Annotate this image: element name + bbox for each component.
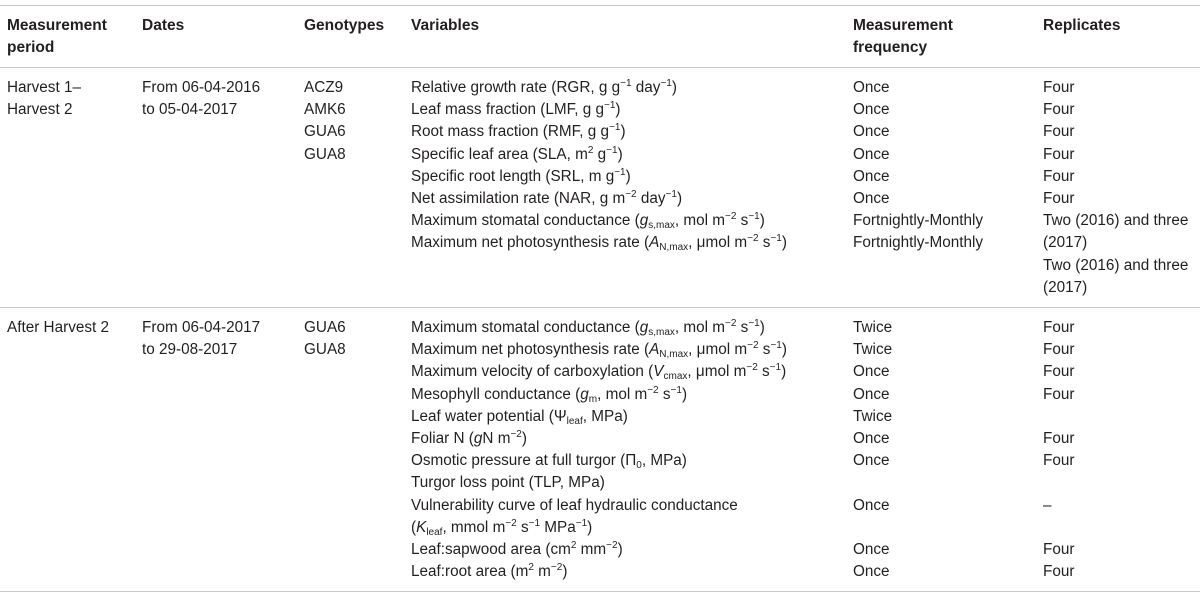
variable-psi-leaf: Leaf water potential ($\Psi_{leaf}$, MPa) (411, 407, 628, 427)
header-variables: Variables (411, 17, 480, 34)
variable-gm: Mesophyll conductance ($g_m$, mol $m^{-2}$ $s^{-1}$) (411, 384, 688, 405)
frequency: Once (853, 123, 890, 141)
replicates: Four (1043, 145, 1075, 163)
dates-text: From 06-04-2017 (142, 319, 261, 336)
section1-replicates (1043, 77, 1188, 299)
replicates: Four (1043, 540, 1075, 558)
variable-tlp: Turgor loss point (TLP, MPa) (411, 474, 605, 492)
frequency: Once (853, 496, 890, 514)
frequency: Once (853, 79, 890, 96)
header-text: Measurement (7, 17, 107, 34)
frequency: Fortnightly-Monthly (853, 212, 984, 230)
table-bottom-rule (0, 591, 1200, 592)
header-measurement-frequency (853, 15, 953, 59)
section1-genotypes (304, 77, 346, 166)
variable-rmf: Root mass fraction (RMF, g $g^{-1}$) (411, 122, 626, 141)
section1-dates (142, 77, 260, 121)
section1-period (7, 77, 81, 121)
section2-variables (411, 317, 787, 583)
replicates: Four (1043, 167, 1075, 185)
section2-period: After Harvest 2 (7, 319, 110, 336)
frequency: Once (853, 167, 890, 185)
genotype: AMK6 (304, 101, 346, 119)
frequency: Twice (853, 319, 893, 336)
table-top-rule (0, 5, 1200, 6)
frequency: Once (853, 429, 890, 447)
frequency: Fortnightly-Monthly (853, 234, 984, 252)
period-text: Harvest 2 (7, 101, 73, 119)
dates-text: to 05-04-2017 (142, 101, 238, 119)
dates-text: to 29-08-2017 (142, 341, 238, 359)
replicates: (2017) (1043, 234, 1088, 252)
period-text: Harvest 1– (7, 79, 81, 96)
section1-frequency (853, 77, 983, 255)
header-text: frequency (853, 39, 928, 57)
variable-leaf-sapwood: Leaf:sapwood area ($cm^2$ $mm^{-2}$) (411, 539, 623, 558)
replicates: Four (1043, 452, 1075, 470)
header-genotypes: Genotypes (304, 17, 385, 34)
frequency: Once (853, 385, 890, 403)
replicates: Four (1043, 319, 1075, 336)
frequency: Once (853, 189, 890, 207)
variable-foliar-n: Foliar N (gN $m^{-2}$) (411, 428, 527, 447)
replicates: (2017) (1043, 278, 1088, 296)
replicates: Two (2016) and three (1043, 212, 1189, 230)
section2-frequency (853, 317, 892, 583)
variable-lmf: Leaf mass fraction (LMF, g $g^{-1}$) (411, 100, 621, 119)
variable-osmotic-pressure: Osmotic pressure at full turgor ($\Pi_0$, MPa) (411, 452, 687, 472)
header-dates: Dates (142, 17, 185, 34)
variable-leaf-root: Leaf:root area ($m^2$ $m^{-2}$) (411, 562, 568, 581)
frequency: Once (853, 452, 890, 470)
variable-vcmax: Maximum velocity of carboxylation ($V_{cmax}$, μmol $m^{-2}$ $s^{-1}$) (411, 362, 787, 383)
frequency (853, 472, 892, 494)
dates-text: From 06-04-2016 (142, 79, 261, 96)
variable-gsmax: Maximum stomatal conductance ($g_{s,max}$, mol $m^{-2}$ $s^{-1}$) (411, 211, 765, 232)
genotype: GUA6 (304, 319, 346, 336)
frequency: Once (853, 101, 890, 119)
header-text: period (7, 39, 55, 57)
replicates: Four (1043, 189, 1075, 207)
genotype: GUA8 (304, 145, 346, 163)
variable-anmax: Maximum net photosynthesis rate ($A_{N,max}$, μmol $m^{-2}$ $s^{-1}$) (411, 233, 787, 254)
variable-gsmax: Maximum stomatal conductance ($g_{s,max}$, mol $m^{-2}$ $s^{-1}$) (411, 318, 765, 338)
section2-dates (142, 317, 260, 361)
variable-anmax: Maximum net photosynthesis rate ($A_{N,max}$, μmol $m^{-2}$ $s^{-1}$) (411, 340, 787, 361)
replicates (1043, 517, 1074, 539)
replicates: – (1043, 496, 1052, 514)
section-divider-rule (0, 307, 1200, 308)
frequency: Twice (853, 407, 893, 425)
variable-vulnerability-curve: Vulnerability curve of leaf hydraulic conductance (411, 496, 738, 514)
variable-kleaf: ($K_{leaf}$, mmol $m^{-2}$ $s^{-1}$ MPa$^{-1}$) (411, 517, 593, 538)
section1-variables (411, 77, 787, 255)
header-replicates: Replicates (1043, 17, 1121, 34)
replicates: Two (2016) and three (1043, 256, 1189, 274)
header-text: Measurement (853, 17, 953, 34)
variable-sla: Specific leaf area (SLA, $m^2$ $g^{-1}$) (411, 144, 623, 163)
replicates: Four (1043, 429, 1075, 447)
frequency: Once (853, 363, 890, 381)
genotype: ACZ9 (304, 79, 344, 96)
genotype: GUA8 (304, 341, 346, 359)
variable-nar: Net assimilation rate (NAR, g $m^{-2}$ day$^{-1}$) (411, 188, 683, 207)
header-measurement-period (7, 15, 107, 59)
replicates (1043, 472, 1074, 494)
frequency (853, 517, 892, 539)
replicates (1043, 406, 1074, 428)
header-bottom-rule (0, 67, 1200, 68)
replicates: Four (1043, 341, 1075, 359)
variable-rgr: Relative growth rate (RGR, g $g^{-1}$ day$^{-1}$) (411, 78, 677, 96)
frequency: Twice (853, 341, 893, 359)
replicates: Four (1043, 101, 1075, 119)
frequency: Once (853, 563, 890, 581)
replicates: Four (1043, 385, 1075, 403)
section2-replicates (1043, 317, 1074, 583)
genotype: GUA6 (304, 123, 346, 141)
frequency: Once (853, 540, 890, 558)
replicates: Four (1043, 79, 1075, 96)
section2-genotypes (304, 317, 346, 361)
frequency: Once (853, 145, 890, 163)
replicates: Four (1043, 123, 1075, 141)
variable-srl: Specific root length (SRL, m $g^{-1}$) (411, 166, 631, 185)
replicates: Four (1043, 563, 1075, 581)
replicates: Four (1043, 363, 1075, 381)
